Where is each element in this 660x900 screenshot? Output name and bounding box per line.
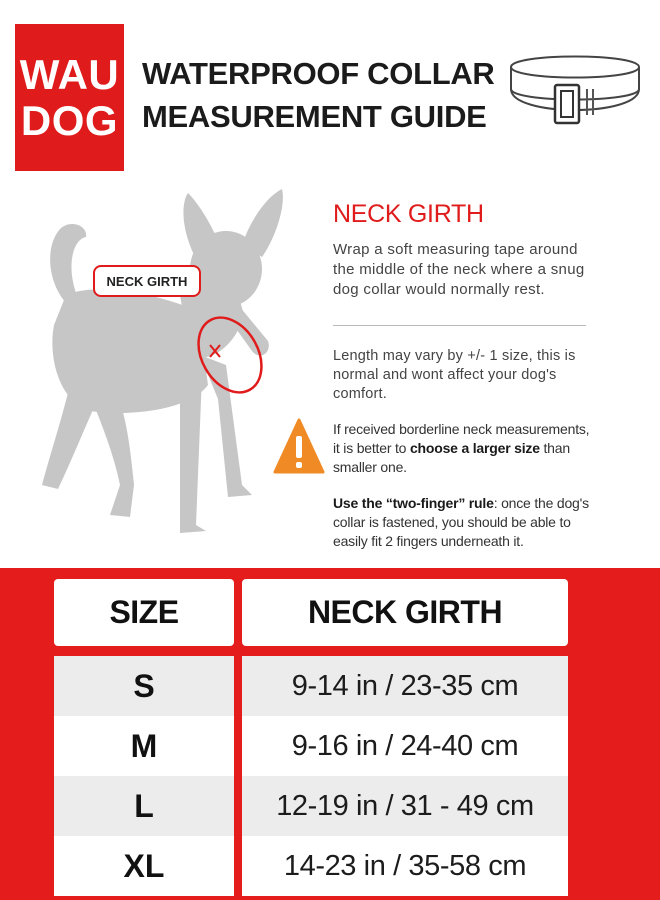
- rule-bold: Use the “two-finger” rule: [333, 495, 494, 511]
- title-line-1: WATERPROOF COLLAR: [142, 56, 495, 91]
- size-cell-l: L: [54, 776, 234, 836]
- logo-line-1: WAU: [19, 50, 120, 98]
- divider: [333, 325, 586, 326]
- size-cell-xl: XL: [54, 836, 234, 896]
- title-line-2: MEASUREMENT GUIDE: [142, 99, 487, 134]
- table-header-girth: NECK GIRTH: [242, 579, 568, 646]
- borderline-bold: choose a larger size: [409, 440, 540, 456]
- rule-text: : once the dog's collar is fastened, you should be able to easily fit 2 fingers underneath it.: [333, 495, 589, 549]
- logo-line-2: DOG: [20, 96, 119, 144]
- size-cell-m: M: [54, 716, 234, 776]
- warning-icon: [273, 416, 325, 478]
- brand-logo: [15, 24, 124, 171]
- dog-silhouette: [30, 185, 290, 565]
- page-title: [142, 52, 495, 138]
- girth-cell-m: 9-16 in / 24-40 cm: [242, 716, 568, 776]
- table-header-size: SIZE: [54, 579, 234, 646]
- borderline-note: [333, 420, 593, 477]
- borderline-prefix: If received borderline neck measurements, it is better to: [333, 421, 590, 456]
- neck-girth-heading: NECK GIRTH: [333, 200, 484, 228]
- girth-cell-xl: 14-23 in / 35-58 cm: [242, 836, 568, 896]
- girth-cell-l: 12-19 in / 31 - 49 cm: [242, 776, 568, 836]
- size-cell-s: S: [54, 656, 234, 716]
- borderline-suffix: than smaller one.: [333, 440, 570, 475]
- two-finger-rule: [333, 494, 593, 551]
- measure-instructions: Wrap a soft measuring tape around the middle of the neck where a snug dog collar would normally rest.: [333, 241, 585, 298]
- collar-icon: [505, 45, 645, 135]
- variance-note: Length may vary by +/- 1 size, this is normal and wont affect your dog's comfort.: [333, 348, 576, 402]
- neck-girth-tag: NECK GIRTH: [93, 265, 201, 297]
- girth-cell-s: 9-14 in / 23-35 cm: [242, 656, 568, 716]
